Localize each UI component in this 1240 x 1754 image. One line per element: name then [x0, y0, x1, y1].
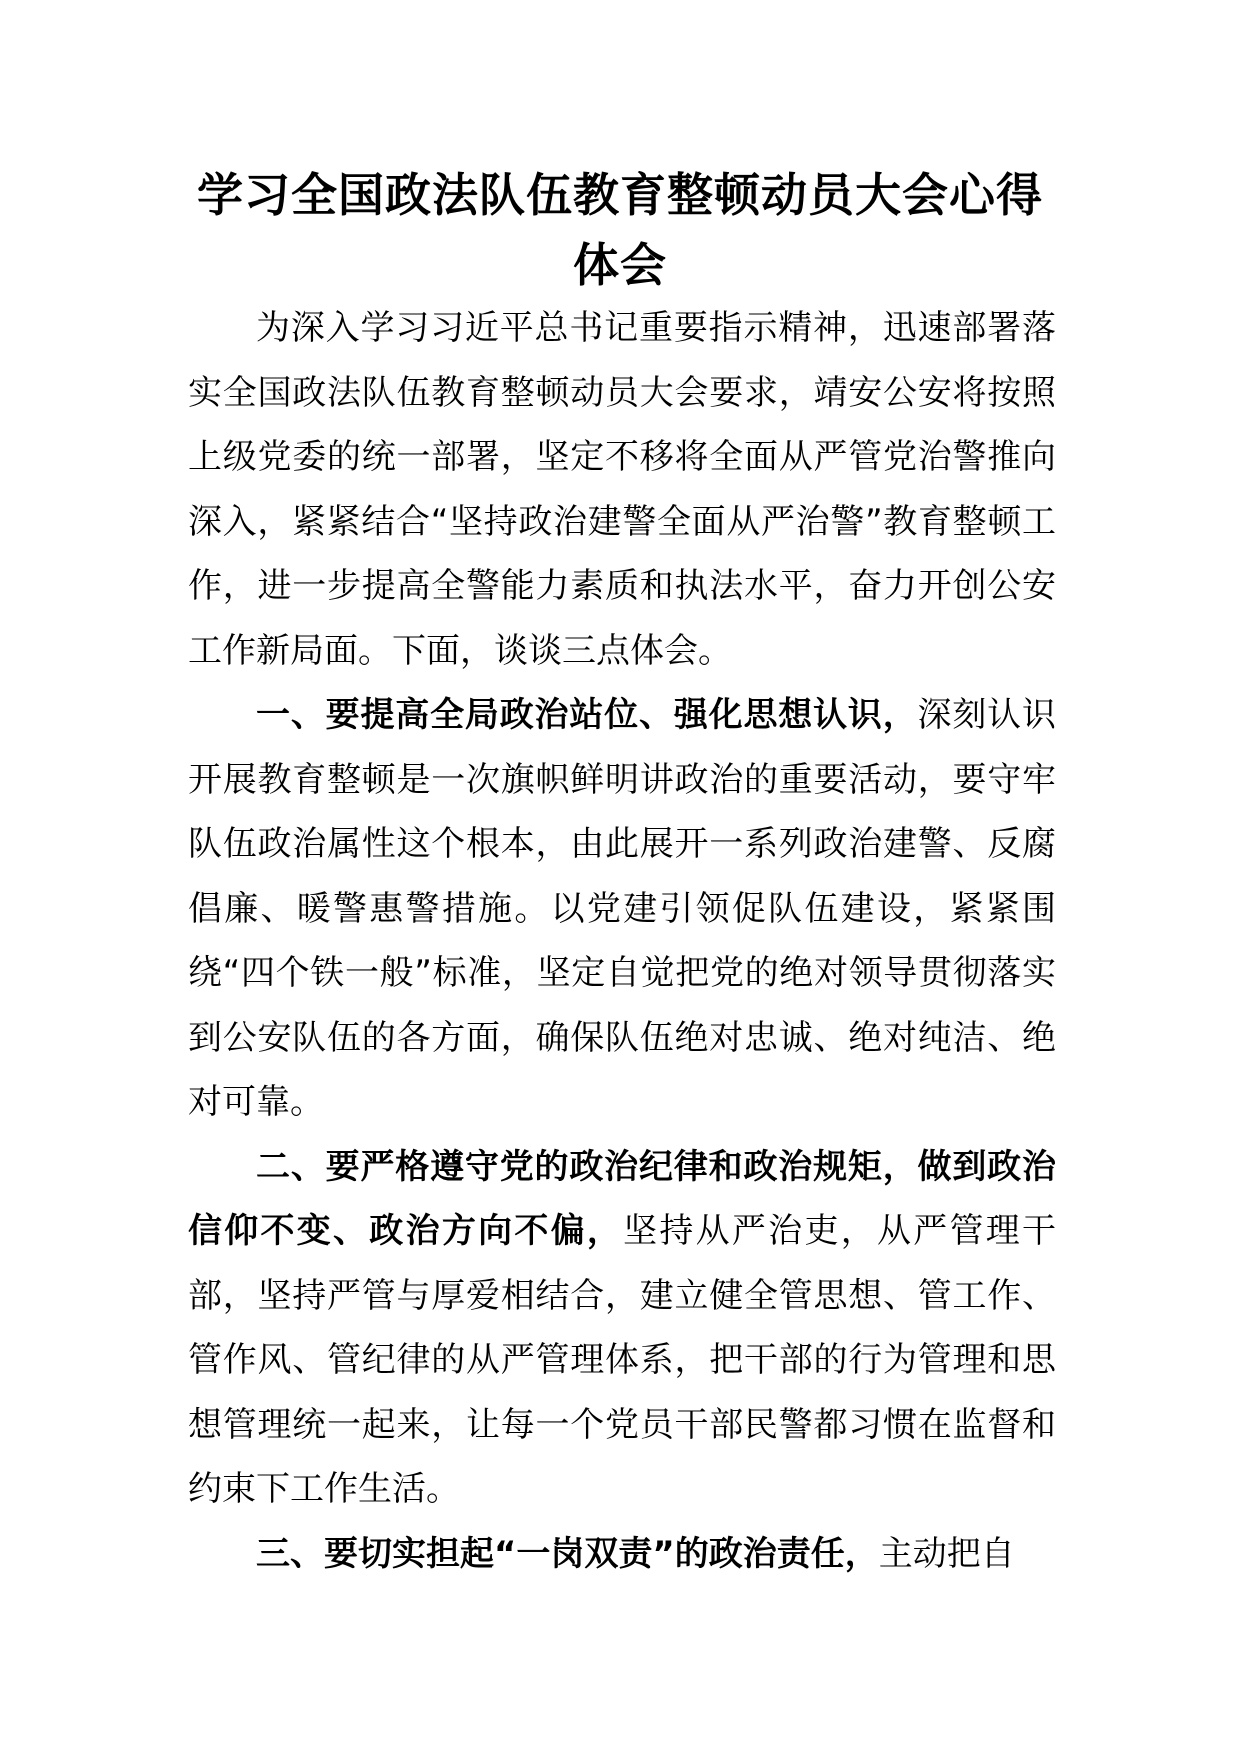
paragraph-lead: 一、要提高全局政治站位、强化思想认识，	[256, 695, 918, 735]
point-one-paragraph	[188, 683, 1056, 1135]
paragraph-text: 深刻认识开展教育整顿是一次旗帜鲜明讲政治的重要活动，要守牢队伍政治属性这个根本，由此展开一系列政治建警、反腐倡廉、暖警惠警措施。以党建引领促队伍建设，紧紧围绕“四个铁一般”标准，坚定自觉把党的绝对领导贯彻落实到公安队伍的各方面，确保队伍绝对忠诚、绝对纯洁、绝对可靠。	[188, 695, 1057, 1122]
paragraph-text: 主动把自	[878, 1533, 1015, 1574]
paragraph-lead: 二、要严格遵守党的政治纪律和政治规矩，做到政治信仰不变、政治方向不偏，	[188, 1146, 1056, 1251]
document-body	[188, 296, 1056, 1586]
paragraph-text: 为深入学习习近平总书记重要指示精神，迅速部署落实全国政法队伍教育整顿动员大会要求，靖安公安将按照上级党委的统一部署，坚定不移将全面从严管党治警推向深入，紧紧结合“坚持政治建警全面从严治警”教育整顿工作，进一步提高全警能力素质和执法水平，奋力开创公安工作新局面。下面，谈谈三点体会。	[188, 308, 1056, 671]
point-three-paragraph	[188, 1522, 1056, 1587]
document-title: 学习全国政法队伍教育整顿动员大会心得体会	[197, 168, 1043, 292]
paragraph-lead: 三、要切实担起“一岗双责”的政治责任，	[256, 1533, 879, 1574]
point-two-paragraph	[188, 1135, 1056, 1522]
intro-paragraph	[188, 296, 1056, 683]
paragraph-text: 坚持从严治吏，从严管理干部，坚持严管与厚爱相结合，建立健全管思想、管工作、管作风、管纪律的从严管理体系，把干部的行为管理和思想管理统一起来，让每一个党员干部民警都习惯在监督和约束下工作生活。	[188, 1211, 1057, 1509]
